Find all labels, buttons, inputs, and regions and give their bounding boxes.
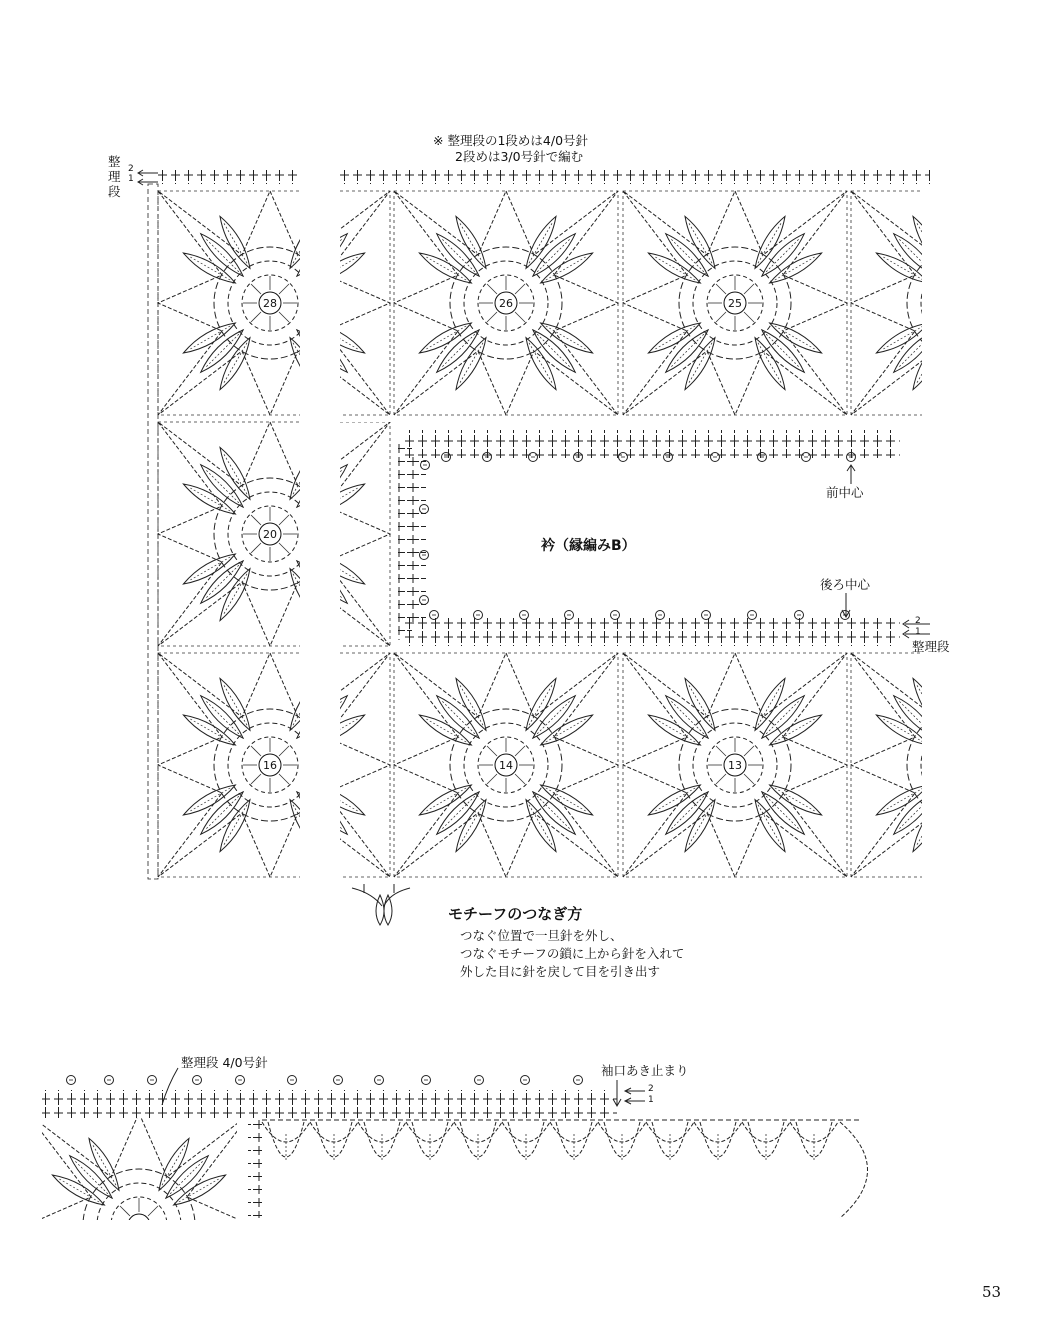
back-center-label: 後ろ中心: [820, 577, 871, 592]
joining-line-2: つなぐモチーフの鎖に上から針を入れて: [460, 946, 685, 961]
collar-title: 衿（縁編みB）: [541, 538, 636, 554]
motif-number: 13: [728, 759, 742, 772]
left-row-1: 1: [128, 174, 134, 184]
note-line-2: 2段めは3/0号針で編む: [455, 149, 584, 164]
left-tidy-row-label: 整理段: [108, 154, 121, 199]
joining-title: モチーフのつなぎ方: [448, 905, 583, 923]
right-row-1: 1: [915, 627, 921, 637]
right-row-2: 2: [915, 616, 921, 626]
sleeve-row-2: 2: [648, 1084, 654, 1094]
motif-number: 28: [263, 297, 277, 310]
front-center-label: 前中心: [826, 485, 864, 500]
motif-number: 16: [263, 759, 277, 772]
joining-line-3: 外した目に針を戻して目を引き出す: [460, 964, 661, 979]
left-row-2: 2: [128, 164, 134, 174]
joining-line-1: つなぐ位置で一旦針を外し、: [460, 928, 623, 943]
motif-number: 26: [499, 297, 513, 310]
note-line-1: ※ 整理段の1段めは4/0号針: [433, 133, 589, 148]
page-number: 53: [982, 1283, 1002, 1301]
sleeve-tidy-label: 整理段 4/0号針: [181, 1055, 268, 1070]
motif-number: 25: [728, 297, 742, 310]
motif-number: 20: [263, 528, 277, 541]
right-tidy-row-label: 整理段: [912, 639, 950, 654]
sleeve-row-1: 1: [648, 1095, 654, 1105]
sleeve-opening-label: 袖口あき止まり: [601, 1063, 689, 1078]
motif-number: 14: [499, 759, 513, 772]
